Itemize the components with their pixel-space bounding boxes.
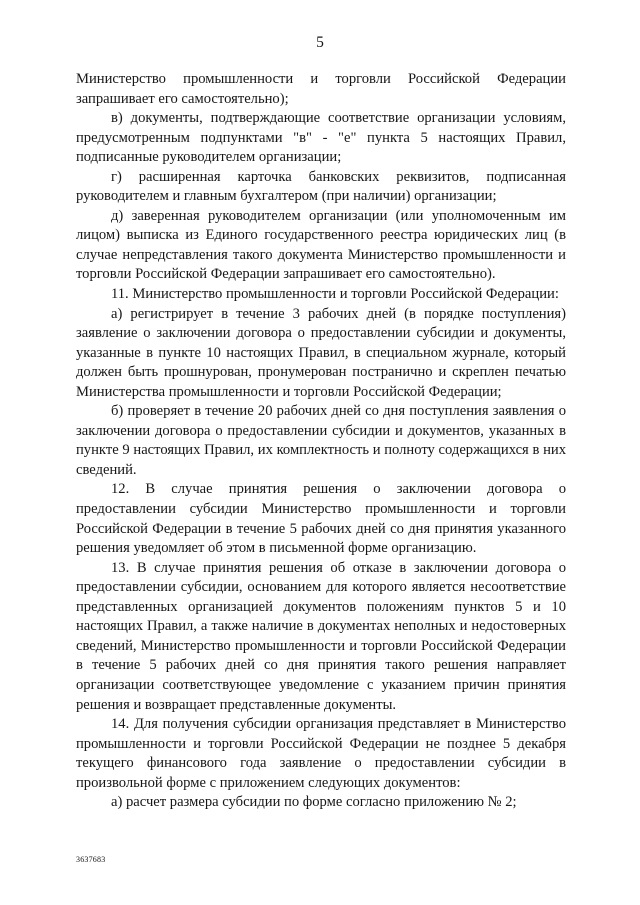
- paragraph-section-11-a: а) регистрирует в течение 3 рабочих дней (в порядке поступления) заявление о заключении договора о предоставлении субсидии и документы, указанные в пункте 10 настоящих Правил, в специальном журнале, который должен быть прошнурован, пронумерован постранично и скреплен печатью Министерства промышленности и торговли Российской Федерации;: [76, 305, 566, 400]
- paragraph-item-g: г) расширенная карточка банковских реквизитов, подписанная руководителем и главным бухгалтером (при наличии) организации;: [76, 168, 566, 205]
- document-code: 3637683: [76, 855, 106, 864]
- paragraph-section-14: 14. Для получения субсидии организация представляет в Министерство промышленности и торговли Российской Федерации не позднее 5 декабря текущего финансового года заявление о предоставлении субсидии в произвольной форме с приложением следующих документов:: [76, 716, 566, 791]
- paragraph-section-14-a: а) расчет размера субсидии по форме согласно приложению № 2;: [111, 794, 517, 811]
- paragraph-section-11-b: б) проверяет в течение 20 рабочих дней со дня поступления заявления о заключении договора о предоставлении субсидии и документов, указанных в пункте 9 настоящих Правил, их комплектность и полноту содержащихся в них сведений.: [76, 403, 566, 478]
- document-body: [76, 70, 566, 813]
- paragraph-section-12: 12. В случае принятия решения о заключении договора о предоставлении субсидии Министерство промышленности и торговли Российской Федерации в течение 5 рабочих дней со дня принятия указанного решения уведомляет об этом в письменной форме организацию.: [76, 481, 566, 557]
- paragraph-section-13: 13. В случае принятия решения об отказе в заключении договора о предоставлении субсидии, основанием для которого является несоответствие представленных организацией документов положениям пунктов 5 и 10 настоящих Правил, а также наличие в документах неполных и недостоверных сведений, Министерство промышленности и торговли Российской Федерации в течение 5 рабочих дней со дня принятия такого решения направляет организации соответствующее уведомление с указанием причин принятия решения и возвращает представленные документы.: [76, 559, 566, 713]
- paragraph-section-11: 11. Министерство промышленности и торговли Российской Федерации:: [111, 286, 559, 303]
- paragraph-item-v: в) документы, подтверждающие соответствие организации условиям, предусмотренным подпунктами "в" - "е" пункта 5 настоящих Правил, подписанные руководителем организации;: [76, 110, 566, 166]
- paragraph-continuation: Министерство промышленности и торговли Российской Федерации запрашивает его самостоятельно);: [76, 71, 566, 107]
- paragraph-item-d: д) заверенная руководителем организации (или уполномоченным им лицом) выписка из Единого государственного реестра юридических лиц (в случае непредставления такого документа Министерство промышленности и торговли Российской Федерации запрашивает его самостоятельно).: [76, 207, 566, 283]
- page-number: 5: [316, 34, 324, 51]
